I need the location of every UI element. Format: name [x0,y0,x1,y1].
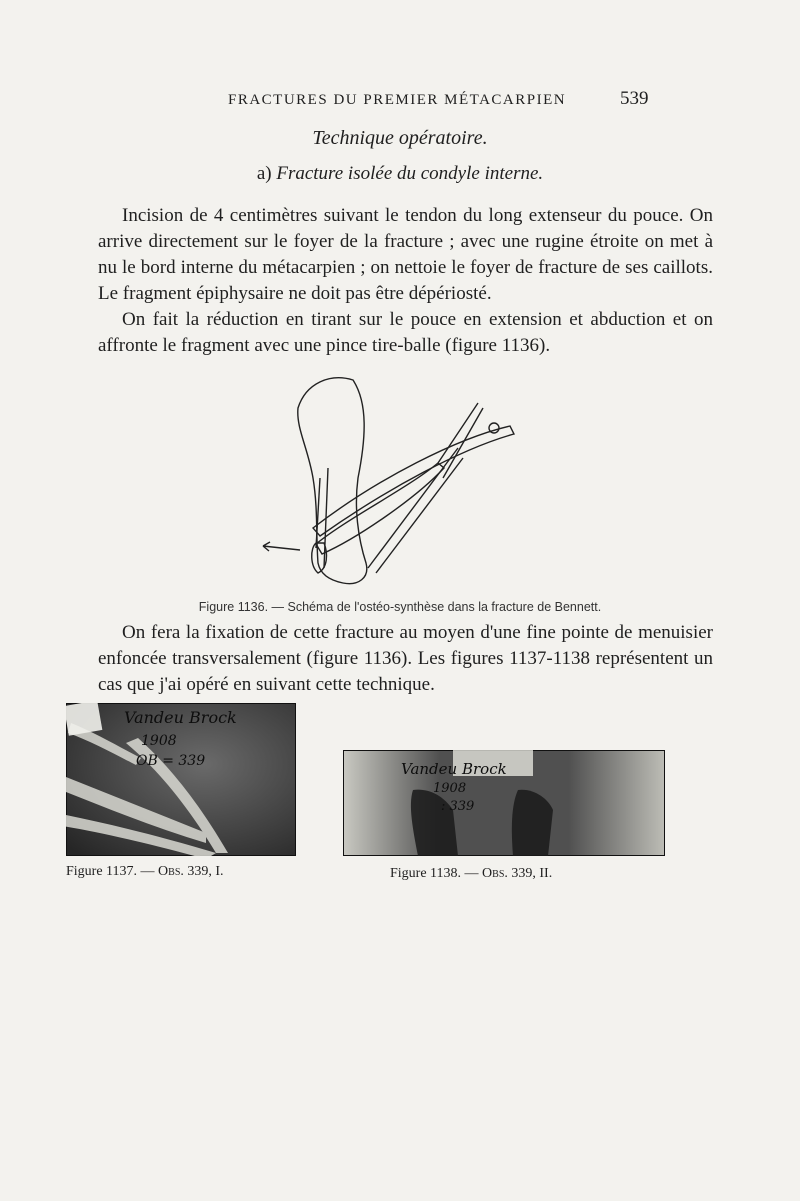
paragraph-reduction: On fait la réduction en tirant sur le pouce en extension et abduction et on affronte le fragment avec une pince tire-balle (figure 1136). [98,309,713,356]
nail-arrow [263,546,300,550]
figure-1138-caption [390,866,552,882]
subsection-heading [0,163,800,185]
section-title: Technique opératoire. [312,127,488,149]
figure-1138-caption-obs: Obs. 339, II. [482,866,553,881]
pliers-arm [438,403,478,463]
handwriting-line: Vandeu Brock [124,708,237,727]
handwriting-line: 1908 [141,733,177,749]
handwriting-line: OB = 339 [136,753,206,769]
figure-1137-caption-prefix: Figure 1137. — [66,864,155,879]
figure-1138-radiograph [343,750,665,856]
figure-1136-schema [258,368,548,593]
figure-1137-caption [66,864,224,880]
figure-1137-caption-obs: Obs. 339, I. [158,864,224,879]
subsection-title: Fracture isolée du condyle interne. [276,163,544,184]
figure-1136-caption: Figure 1136. — Schéma de l'ostéo-synthèse dans la fracture de Bennett. [198,600,602,614]
running-header: FRACTURES DU PREMIER MÉTACARPIEN [228,92,567,108]
radiograph-1138-drawing [343,750,665,856]
handwriting-line: 1908 [433,781,467,796]
radiograph-1137-drawing [66,703,296,856]
page-number: 539 [620,88,649,109]
pliers-handle [368,448,458,568]
pliers-arm-2 [443,408,483,478]
pliers-hinge [489,423,499,433]
metacarpal-outline [298,378,367,584]
handwriting-line: : 339 [441,799,475,814]
pliers-handle-2 [376,458,463,573]
figure-1137-radiograph [66,703,296,856]
paragraph-fixation: On fera la fixation de cette fracture au moyen d'une fine pointe de menuisier enfoncée transversalement (figure 1136). Les figures 1137-1138 représentent un cas que j'ai opéré en suivant cette technique. [98,622,713,695]
handwriting-line: Vandeu Brock [401,760,507,778]
paragraph-incision: Incision de 4 centimètres suivant le tendon du long extenseur du pouce. On arrive directement sur le foyer de la fracture ; avec une rugine étroite on met à nu le bord interne du métacarpien ; on nettoie le foyer de fracture de ses caillots. Le fragment épiphysaire ne doit pas être dépériosté. [98,205,713,304]
figure-1138-caption-prefix: Figure 1138. — [390,866,479,881]
subsection-marker: a) [256,163,272,184]
